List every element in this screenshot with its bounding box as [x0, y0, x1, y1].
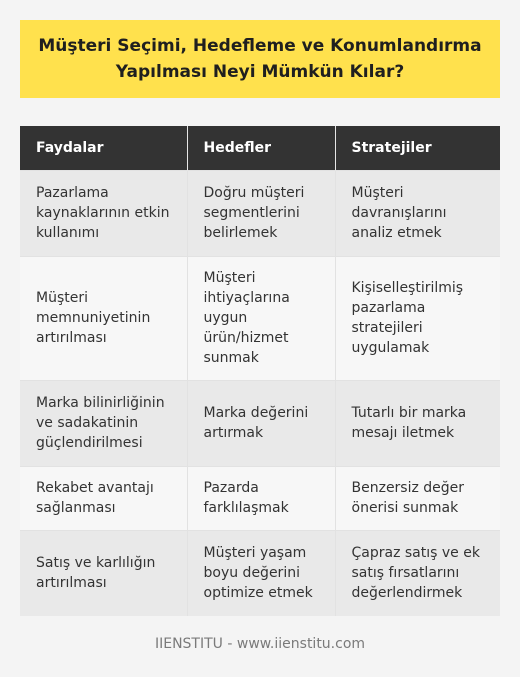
table-header-row	[20, 126, 500, 170]
table-cell: Kişiselleştirilmiş pazarlama stratejileri uygulamak	[335, 256, 500, 380]
table-cell: Marka değerini artırmak	[187, 380, 335, 466]
table-cell: Müşteri ihtiyaçlarına uygun ürün/hizmet sunmak	[187, 256, 335, 380]
table-cell: Tutarlı bir marka mesajı iletmek	[335, 380, 500, 466]
table-cell: Çapraz satış ve ek satış fırsatlarını değerlendirmek	[335, 530, 500, 616]
table-cell: Doğru müşteri segmentlerini belirlemek	[187, 170, 335, 256]
column-header-stratejiler: Stratejiler	[335, 126, 500, 170]
table-cell: Pazarlama kaynaklarının etkin kullanımı	[20, 170, 187, 256]
table-cell: Pazarda farklılaşmak	[187, 466, 335, 530]
benefits-table	[20, 126, 500, 616]
table-cell: Rekabet avantajı sağlanması	[20, 466, 187, 530]
table-cell: Müşteri memnuniyetinin artırılması	[20, 256, 187, 380]
table-cell: Satış ve karlılığın artırılması	[20, 530, 187, 616]
table-row	[20, 170, 500, 256]
table-row	[20, 380, 500, 466]
table-cell: Marka bilinirliğinin ve sadakatinin güçlendirilmesi	[20, 380, 187, 466]
table-cell: Müşteri davranışlarını analiz etmek	[335, 170, 500, 256]
table-row	[20, 466, 500, 530]
table-cell: Müşteri yaşam boyu değerini optimize etmek	[187, 530, 335, 616]
column-header-hedefler: Hedefler	[187, 126, 335, 170]
title-banner	[20, 20, 500, 98]
table-row	[20, 530, 500, 616]
column-header-faydalar: Faydalar	[20, 126, 187, 170]
footer-credit: IIENSTITU - www.iienstitu.com	[154, 636, 366, 652]
page-title: Müşteri Seçimi, Hedefleme ve Konumlandırma Yapılması Neyi Mümkün Kılar?	[38, 36, 482, 82]
table-cell: Benzersiz değer önerisi sunmak	[335, 466, 500, 530]
table-row	[20, 256, 500, 380]
